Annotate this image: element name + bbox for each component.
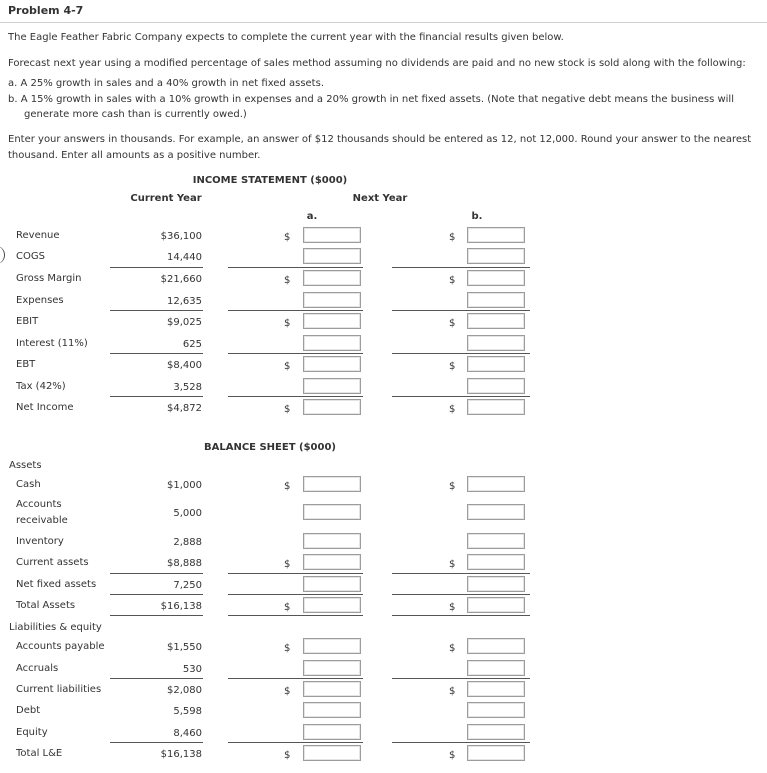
row-label-text: Debt [16, 705, 41, 716]
intro-text: The Eagle Feather Fabric Company expects to complete the current year with the financial results given below. [8, 32, 564, 43]
subtotal-rule [228, 267, 363, 268]
input-a-interest-11[interactable] [303, 335, 361, 351]
subtotal-rule [110, 615, 203, 616]
input-a-net-income[interactable] [303, 399, 361, 415]
balance-sheet-heading: BALANCE SHEET ($000) [203, 442, 336, 453]
dollar-sign-a: $ [284, 361, 291, 372]
current-year-header: Current Year [130, 193, 202, 204]
current-year-value-debt: 5,598 [173, 706, 202, 717]
dollar-sign-b: $ [449, 275, 456, 286]
dollar-sign-b: $ [449, 404, 456, 415]
input-a-accounts-payable[interactable] [303, 638, 361, 654]
current-year-value-expenses: 12,635 [167, 296, 202, 307]
dollar-sign-b: $ [449, 643, 456, 654]
current-year-value-inventory: 2,888 [173, 537, 202, 548]
row-label-accounts-payable [16, 639, 105, 655]
row-label-text: Total Assets [16, 600, 76, 611]
current-year-value-net-fixed-assets: 7,250 [173, 580, 202, 591]
input-b-cash[interactable] [467, 476, 525, 492]
row-label-ebt [16, 357, 35, 373]
row-label-inventory [16, 534, 64, 550]
subtotal-rule [110, 267, 203, 268]
row-label-text: EBIT [16, 316, 39, 327]
input-a-net-fixed-assets[interactable] [303, 576, 361, 592]
row-label-text: Net fixed assets [16, 579, 97, 590]
row-label-accruals [16, 661, 58, 677]
page-edge-marker [0, 246, 5, 264]
row-label-current-liabilities [16, 682, 101, 698]
subtotal-rule [392, 353, 530, 354]
row-label-text: Revenue [16, 230, 60, 241]
input-a-debt[interactable] [303, 702, 361, 718]
input-b-debt[interactable] [467, 702, 525, 718]
input-b-accruals[interactable] [467, 660, 525, 676]
row-label-text: Accounts [16, 499, 62, 510]
input-a-inventory[interactable] [303, 533, 361, 549]
subtotal-rule [110, 353, 203, 354]
input-b-total-assets[interactable] [467, 597, 525, 613]
forecast-instruction: Forecast next year using a modified percentage of sales method assuming no dividends are paid and no new stock is sold along with the following: [8, 58, 746, 69]
input-a-current-assets[interactable] [303, 554, 361, 570]
dollar-sign-b: $ [449, 686, 456, 697]
current-year-value-cogs: 14,440 [167, 252, 202, 263]
input-a-ebit[interactable] [303, 313, 361, 329]
input-a-cash[interactable] [303, 476, 361, 492]
row-label-text: Expenses [16, 295, 64, 306]
title-divider [0, 22, 767, 23]
instruction-item-b-cont: generate more cash than is currently owed.) [24, 109, 247, 120]
row-label-net-income [16, 400, 74, 416]
input-b-interest-11[interactable] [467, 335, 525, 351]
current-year-value-current-liabilities: $2,080 [167, 685, 202, 696]
input-a-current-liabilities[interactable] [303, 681, 361, 697]
input-a-cogs[interactable] [303, 248, 361, 264]
column-a-header: a. [306, 211, 318, 222]
subtotal-rule [392, 396, 530, 397]
input-a-equity[interactable] [303, 724, 361, 740]
liabilities-section-label: Liabilities & equity [9, 622, 102, 633]
dollar-sign-a: $ [284, 481, 291, 492]
current-year-value-current-assets: $8,888 [167, 558, 202, 569]
dollar-sign-b: $ [449, 318, 456, 329]
subtotal-rule [392, 573, 530, 574]
input-a-revenue[interactable] [303, 227, 361, 243]
row-label-text: Current assets [16, 557, 89, 568]
input-a-total-assets[interactable] [303, 597, 361, 613]
current-year-value-revenue: $36,100 [160, 231, 202, 242]
subtotal-rule [110, 594, 203, 595]
input-a-expenses[interactable] [303, 292, 361, 308]
input-b-inventory[interactable] [467, 533, 525, 549]
current-year-value-tax-42: 3,528 [173, 382, 202, 393]
input-b-net-fixed-assets[interactable] [467, 576, 525, 592]
subtotal-rule [392, 594, 530, 595]
row-label-revenue [16, 228, 60, 244]
row-label-text: Interest (11%) [16, 338, 88, 349]
row-label-text: Total L&E [16, 748, 63, 759]
input-b-total-lande[interactable] [467, 745, 525, 761]
dollar-sign-a: $ [284, 750, 291, 761]
input-b-current-assets[interactable] [467, 554, 525, 570]
dollar-sign-b: $ [449, 232, 456, 243]
subtotal-rule [228, 615, 363, 616]
row-label-cogs [16, 249, 45, 265]
row-label-expenses [16, 293, 64, 309]
row-label-text: COGS [16, 251, 45, 262]
subtotal-rule [110, 573, 203, 574]
row-label-text: Tax (42%) [16, 381, 66, 392]
answer-format-instruction: Enter your answers in thousands. For example, an answer of $12 thousands should be entered as 12, not 12,000. Round your answer to the nearest [8, 134, 752, 145]
subtotal-rule [392, 615, 530, 616]
subtotal-rule [392, 267, 530, 268]
income-statement-heading: INCOME STATEMENT ($000) [192, 175, 348, 186]
input-a-tax-42[interactable] [303, 378, 361, 394]
current-year-value-cash: $1,000 [167, 480, 202, 491]
current-year-value-total-assets: $16,138 [160, 601, 202, 612]
row-label-debt [16, 703, 40, 719]
row-label-text: Current liabilities [16, 684, 102, 695]
current-year-value-equity: 8,460 [173, 728, 202, 739]
dollar-sign-b: $ [449, 750, 456, 761]
subtotal-rule [392, 678, 530, 679]
subtotal-rule [228, 310, 363, 311]
subtotal-rule [110, 678, 203, 679]
row-label-text: Net Income [16, 402, 74, 413]
input-a-accruals[interactable] [303, 660, 361, 676]
column-b-header: b. [471, 211, 483, 222]
row-label-accounts-receivable [16, 497, 68, 529]
input-a-total-lande[interactable] [303, 745, 361, 761]
current-year-value-ebt: $8,400 [167, 360, 202, 371]
input-b-ebit[interactable] [467, 313, 525, 329]
row-label-total-lande [16, 746, 62, 762]
row-label-ebit [16, 314, 38, 330]
current-year-value-ebit: $9,025 [167, 317, 202, 328]
current-year-value-accruals: 530 [182, 664, 202, 675]
current-year-value-accounts-receivable: 5,000 [173, 508, 202, 519]
input-b-accounts-payable[interactable] [467, 638, 525, 654]
input-b-expenses[interactable] [467, 292, 525, 308]
row-label-cash [16, 477, 41, 493]
row-label-text: Accounts payable [16, 641, 105, 652]
row-label-total-assets [16, 598, 75, 614]
input-b-equity[interactable] [467, 724, 525, 740]
dollar-sign-b: $ [449, 602, 456, 613]
subtotal-rule [392, 742, 530, 743]
answer-format-instruction-cont: thousand. Enter all amounts as a positive number. [8, 150, 261, 161]
row-label-text: Gross Margin [16, 273, 82, 284]
input-b-cogs[interactable] [467, 248, 525, 264]
input-b-gross-margin[interactable] [467, 270, 525, 286]
row-label-gross-margin [16, 271, 82, 287]
row-label-equity [16, 725, 48, 741]
subtotal-rule [110, 396, 203, 397]
dollar-sign-a: $ [284, 318, 291, 329]
subtotal-rule [228, 678, 363, 679]
input-b-revenue[interactable] [467, 227, 525, 243]
subtotal-rule [228, 396, 363, 397]
current-year-value-interest-11: 625 [182, 339, 202, 350]
input-b-tax-42[interactable] [467, 378, 525, 394]
row-label-text: Accruals [16, 663, 59, 674]
dollar-sign-a: $ [284, 643, 291, 654]
input-a-ebt[interactable] [303, 356, 361, 372]
row-label-tax-42 [16, 379, 66, 395]
subtotal-rule [228, 353, 363, 354]
dollar-sign-b: $ [449, 559, 456, 570]
problem-title: Problem 4-7 [8, 4, 84, 17]
subtotal-rule [110, 310, 203, 311]
dollar-sign-b: $ [449, 361, 456, 372]
row-label-text-cont: receivable [16, 515, 68, 526]
assets-section-label: Assets [9, 460, 42, 471]
input-b-net-income[interactable] [467, 399, 525, 415]
row-label-text: Inventory [16, 536, 64, 547]
dollar-sign-a: $ [284, 232, 291, 243]
subtotal-rule [392, 310, 530, 311]
input-b-current-liabilities[interactable] [467, 681, 525, 697]
instruction-item-b: b. A 15% growth in sales with a 10% growth in expenses and a 20% growth in net fixed assets. (Note that negative debt means the business will [8, 94, 734, 105]
row-label-text: EBT [16, 359, 36, 370]
dollar-sign-a: $ [284, 275, 291, 286]
input-b-accounts-receivable[interactable] [467, 504, 525, 520]
instruction-item-a: a. A 25% growth in sales and a 40% growth in net fixed assets. [8, 78, 324, 89]
dollar-sign-a: $ [284, 602, 291, 613]
row-label-interest-11 [16, 336, 88, 352]
row-label-current-assets [16, 555, 89, 571]
subtotal-rule [228, 742, 363, 743]
row-label-text: Equity [16, 727, 48, 738]
subtotal-rule [228, 594, 363, 595]
input-a-accounts-receivable[interactable] [303, 504, 361, 520]
dollar-sign-a: $ [284, 686, 291, 697]
dollar-sign-b: $ [449, 481, 456, 492]
input-a-gross-margin[interactable] [303, 270, 361, 286]
current-year-value-gross-margin: $21,660 [160, 274, 202, 285]
row-label-text: Cash [16, 479, 41, 490]
subtotal-rule [228, 573, 363, 574]
current-year-value-total-lande: $16,138 [160, 749, 202, 760]
dollar-sign-a: $ [284, 404, 291, 415]
next-year-header: Next Year [352, 193, 408, 204]
current-year-value-net-income: $4,872 [167, 403, 202, 414]
subtotal-rule [110, 742, 203, 743]
row-label-net-fixed-assets [16, 577, 96, 593]
dollar-sign-a: $ [284, 559, 291, 570]
current-year-value-accounts-payable: $1,550 [167, 642, 202, 653]
input-b-ebt[interactable] [467, 356, 525, 372]
